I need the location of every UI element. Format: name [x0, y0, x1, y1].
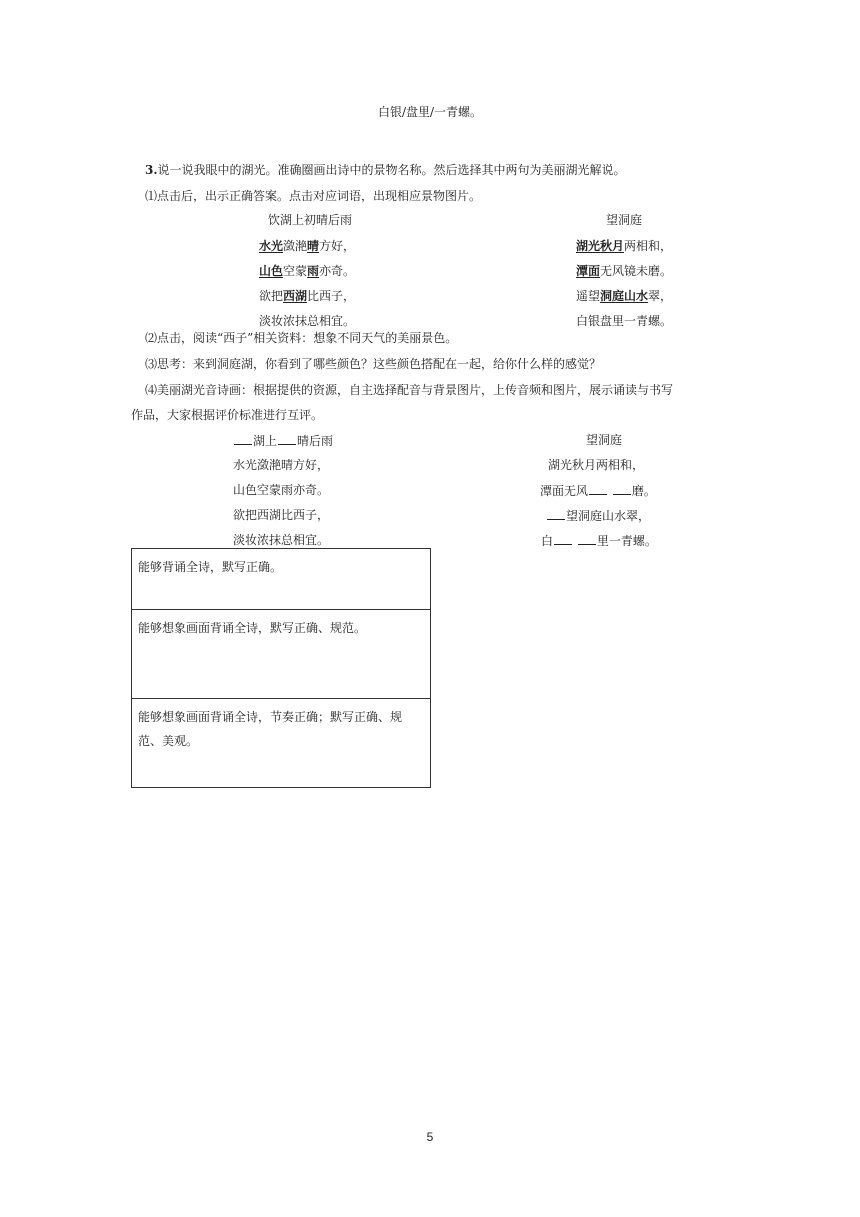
poem-text: 白 — [541, 534, 554, 548]
table-row — [132, 699, 431, 788]
poem-b-line-2 — [576, 263, 672, 279]
blank-field[interactable] — [578, 532, 596, 545]
poem-a-line-4: 淡妆浓抹总相宜。 — [259, 314, 356, 328]
poem-text: 翠， — [648, 289, 673, 303]
fill-poem-b-line-2 — [540, 482, 656, 499]
poem-text: 磨。 — [631, 484, 656, 498]
poem-text: 空蒙 — [283, 264, 308, 278]
step-4-line-1: ⑷美丽湖光音诗画：根据提供的资源，自主选择配音与背景图片，上传音频和图片，展示诵读与书写 — [145, 383, 674, 397]
poem-text: 里一青螺。 — [596, 534, 657, 548]
table-row — [132, 549, 431, 610]
question-3 — [145, 162, 626, 178]
highlight-word[interactable]: 水光 — [259, 239, 284, 253]
step-3: ⑶思考：来到洞庭湖，你看到了哪些颜色？这些颜色搭配在一起，给你什么样的感觉？ — [145, 357, 602, 371]
blank-field[interactable] — [589, 482, 607, 495]
rubric-cell: 能够背诵全诗，默写正确。 — [132, 549, 431, 610]
blank-field[interactable] — [234, 432, 252, 445]
table-row — [132, 610, 431, 699]
poem-text: 望洞庭山水翠， — [566, 509, 651, 523]
blank-field[interactable] — [547, 507, 565, 520]
fill-poem-b-line-1: 湖光秋月两相和， — [548, 458, 645, 472]
rubric-cell: 能够想象画面背诵全诗，节奏正确；默写正确、规范、美观。 — [132, 699, 431, 788]
page-number: 5 — [426, 1130, 434, 1144]
highlight-word[interactable]: 秋月 — [600, 239, 625, 253]
step-2: ⑵点击，阅读“西子”相关资料：想象不同天气的美丽景色。 — [145, 331, 458, 345]
poem-b-line-4: 白银盘里一青螺。 — [576, 314, 673, 328]
fill-poem-b-title: 望洞庭 — [585, 433, 623, 447]
poem-text: 两相和， — [624, 239, 673, 253]
poem-b-title: 望洞庭 — [605, 213, 643, 227]
poem-a-line-1 — [259, 238, 355, 254]
poem-b-line-3 — [576, 288, 672, 304]
highlight-word[interactable]: 晴 — [307, 239, 320, 253]
poem-text: 比西子， — [307, 289, 356, 303]
poem-text: 晴后雨 — [297, 434, 334, 448]
fill-poem-a-line-3: 欲把西湖比西子， — [233, 508, 330, 522]
step-4-line-2: 作品，大家根据评价标准进行互评。 — [131, 408, 324, 422]
poem-text: 方好， — [319, 239, 356, 253]
fill-poem-b-line-3 — [546, 507, 650, 524]
highlight-word[interactable]: 雨 — [307, 264, 320, 278]
poem-text: 潋滟 — [283, 239, 308, 253]
top-poem-line: 白银/盘里/一青螺。 — [377, 105, 483, 119]
poem-a-line-3 — [259, 288, 355, 304]
fill-poem-a-title — [233, 432, 333, 449]
fill-poem-a-line-4: 淡妆浓抹总相宜。 — [233, 533, 330, 547]
highlight-word[interactable]: 洞庭山水 — [600, 289, 649, 303]
poem-text: 潭面无风 — [540, 484, 589, 498]
fill-poem-b-line-4 — [541, 532, 657, 549]
poem-text: 欲把 — [259, 289, 284, 303]
poem-b-line-1 — [576, 238, 672, 254]
poem-text: 遥望 — [576, 289, 601, 303]
poem-a-title: 饮湖上初晴后雨 — [267, 213, 353, 227]
poem-text: 湖上 — [253, 434, 278, 448]
highlight-word[interactable]: 潭面 — [576, 264, 601, 278]
rubric-cell: 能够想象画面背诵全诗，默写正确、规范。 — [132, 610, 431, 699]
highlight-word[interactable]: 山色 — [259, 264, 284, 278]
rubric-table — [131, 548, 431, 788]
question-text: 说一说我眼中的湖光。准确圈画出诗中的景物名称。然后选择其中两句为美丽湖光解说。 — [157, 163, 626, 177]
poem-text: 无风镜未磨。 — [600, 264, 673, 278]
blank-field[interactable] — [613, 482, 631, 495]
fill-poem-a-line-2: 山色空蒙雨亦奇。 — [233, 483, 330, 497]
fill-poem-a-line-1: 水光潋滟晴方好， — [233, 458, 330, 472]
blank-field[interactable] — [554, 532, 572, 545]
poem-a-line-2 — [259, 263, 355, 279]
highlight-word[interactable]: 湖光 — [576, 239, 601, 253]
highlight-word[interactable]: 西湖 — [283, 289, 308, 303]
question-number: 3. — [145, 163, 158, 177]
step-1: ⑴点击后，出示正确答案。点击对应词语，出现相应景物图片。 — [145, 189, 482, 203]
poem-text: 亦奇。 — [319, 264, 356, 278]
blank-field[interactable] — [278, 432, 296, 445]
